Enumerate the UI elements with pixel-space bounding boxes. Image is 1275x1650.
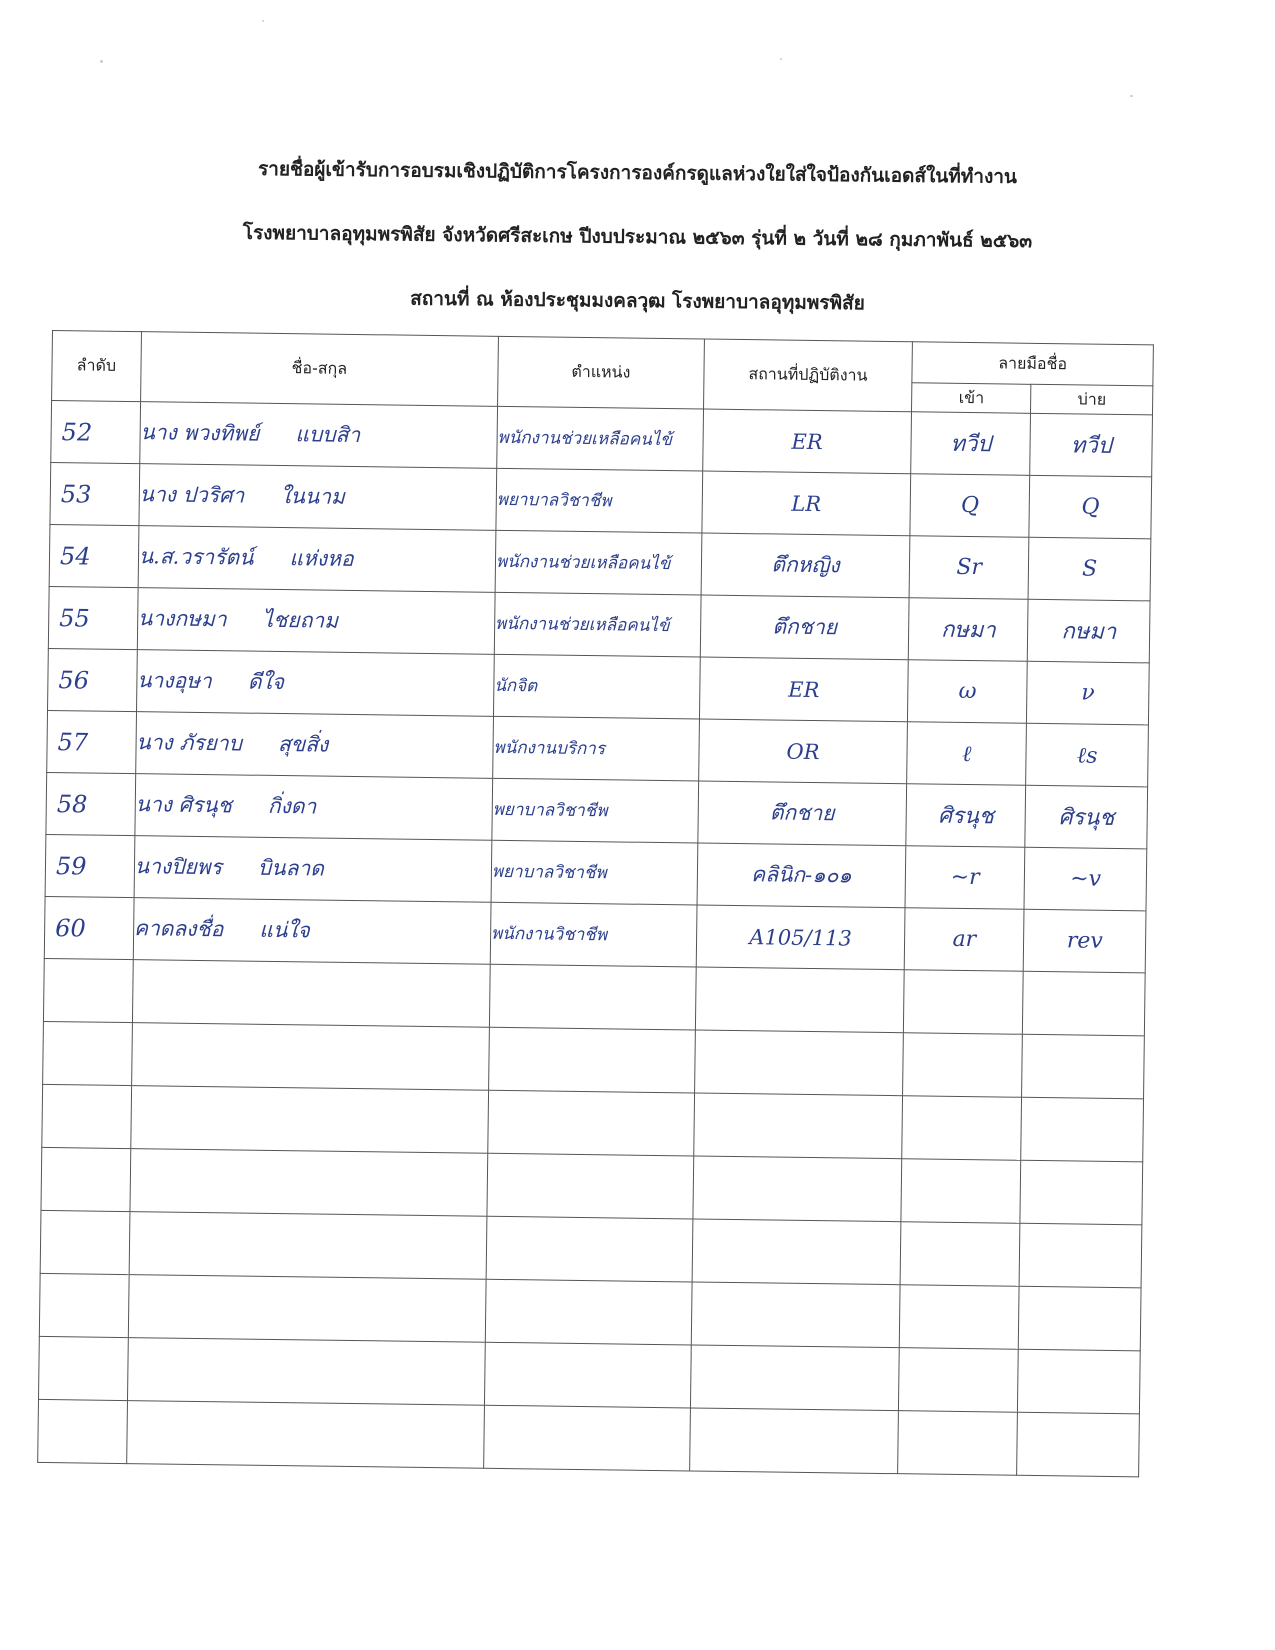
attendee-position: พยาบาลวิชาชีพ (491, 840, 698, 905)
empty-cell (901, 1159, 1021, 1224)
column-header-name: ชื่อ-สกุล (140, 332, 498, 407)
attendee-position: พยาบาลวิชาชีพ (496, 468, 703, 533)
signature-out: ศิรนุช (1025, 785, 1147, 849)
attendee-name (140, 402, 498, 469)
empty-cell (485, 1279, 692, 1345)
column-header-sig-out: บ่าย (1031, 384, 1153, 415)
attendee-last-name: สุขสิ่ง (277, 731, 329, 757)
attendee-position: พนักงานช่วยเหลือคนไข้ (494, 592, 701, 657)
attendee-last-name: แห่งหอ (289, 546, 354, 571)
empty-cell (40, 1210, 130, 1274)
empty-cell (484, 1342, 691, 1408)
signature-in: ~r (905, 846, 1025, 910)
row-number: 56 (48, 648, 138, 711)
attendee-last-name: ไชยถาม (262, 607, 339, 633)
attendee-last-name: ในนาม (280, 484, 345, 509)
empty-cell (41, 1147, 131, 1211)
attendee-first-name: นาง ศิรนุช (135, 792, 232, 818)
attendee-first-name: นางปิยพร (134, 854, 223, 880)
column-header-position: ตำแหน่ง (497, 336, 704, 409)
attendee-workplace: OR (699, 719, 908, 784)
attendee-last-name: กิ่งดา (267, 793, 317, 819)
empty-cell (1019, 1286, 1141, 1351)
attendee-position: พนักงานช่วยเหลือคนไข้ (495, 530, 702, 595)
empty-cell (898, 1348, 1018, 1413)
empty-cell (1020, 1223, 1142, 1288)
empty-cell (131, 1086, 489, 1154)
signature-in: ศิรนุช (906, 784, 1026, 848)
column-header-no: ลำดับ (52, 331, 142, 402)
signature-out: ทวีป (1030, 413, 1152, 477)
attendee-workplace: ตึกชาย (700, 595, 909, 660)
attendee-position: พนักงานบริการ (493, 716, 700, 781)
attendance-sheet (37, 330, 1154, 1477)
empty-cell (693, 1156, 902, 1222)
row-number: 57 (47, 710, 137, 773)
empty-cell (903, 1033, 1023, 1098)
empty-cell (694, 1093, 903, 1159)
signature-in: ℓ (907, 722, 1027, 786)
empty-cell (127, 1338, 485, 1406)
row-number: 59 (45, 834, 135, 897)
empty-table-row (38, 1399, 1140, 1476)
document-title: รายชื่อผู้เข้ารับการอบรมเชิงปฏิบัติการโครงการองค์กรดูแลห่วงใยใส่ใจป้องกันเอดส์ในที่ทำงาน (257, 158, 1018, 188)
empty-cell (39, 1336, 129, 1400)
empty-cell (903, 970, 1023, 1035)
attendee-first-name: นางอุษา (137, 668, 212, 694)
attendee-first-name: คาดลงชื่อ (133, 916, 224, 942)
attendee-name (136, 650, 494, 717)
attendee-position: พนักงานช่วยเหลือคนไข้ (497, 406, 704, 471)
empty-cell (43, 1021, 133, 1085)
attendee-workplace: A105/113 (696, 905, 905, 970)
attendee-last-name: แบบสิา (295, 422, 361, 448)
signature-out: กษมา (1028, 599, 1150, 663)
attendee-first-name: น.ส.วรารัตน์ (138, 544, 254, 570)
scan-speck (1130, 95, 1133, 97)
signature-out: ~v (1024, 847, 1146, 911)
signature-out: ℓs (1026, 723, 1148, 787)
attendee-workplace: ER (703, 409, 912, 474)
signature-in: ทวีป (911, 412, 1031, 476)
document-venue: สถานที่ ณ ห้องประชุมมงคลวุฒ โรงพยาบาลอุทุมพรพิสัย (410, 287, 865, 315)
empty-cell (1021, 1097, 1143, 1162)
attendee-position: พนักงานวิชาชีพ (490, 902, 697, 967)
row-number: 55 (48, 586, 138, 649)
empty-cell (690, 1408, 899, 1474)
column-header-workplace: สถานที่ปฏิบัติงาน (703, 339, 912, 412)
empty-cell (488, 1090, 695, 1156)
empty-cell (691, 1282, 900, 1348)
attendee-name (133, 898, 491, 965)
empty-cell (129, 1212, 487, 1280)
attendee-name (135, 774, 493, 841)
signature-in: ω (907, 660, 1027, 724)
empty-cell (692, 1219, 901, 1285)
empty-cell (38, 1399, 128, 1463)
empty-cell (43, 958, 133, 1022)
row-number: 52 (51, 401, 141, 464)
signature-in: ar (904, 908, 1024, 972)
attendee-last-name: บินลาด (257, 855, 325, 881)
attendee-first-name: นางกษมา (137, 606, 227, 632)
signature-out: ν (1027, 661, 1149, 725)
attendee-workplace: ER (699, 657, 908, 722)
attendee-workplace: ตึกหญิง (701, 533, 910, 598)
attendee-name (137, 588, 495, 655)
empty-cell (1023, 971, 1145, 1036)
row-number: 60 (44, 896, 134, 959)
scan-speck (780, 58, 782, 60)
empty-cell (1022, 1034, 1144, 1099)
attendance-table (37, 330, 1154, 1477)
attendee-last-name: ดีใจ (247, 669, 285, 695)
empty-cell (130, 1149, 488, 1217)
attendee-position: นักจิต (493, 654, 700, 719)
attendee-first-name: นาง ปวริศา (139, 482, 245, 508)
signature-in: กษมา (908, 598, 1028, 662)
attendee-first-name: นาง พวงทิพย์ (140, 420, 260, 446)
attendee-last-name: แน่ใจ (259, 917, 310, 943)
attendee-workplace: LR (702, 471, 911, 536)
empty-cell (1017, 1412, 1139, 1477)
empty-cell (489, 964, 696, 1030)
attendee-workplace: ตึกชาย (698, 781, 907, 846)
attendee-position: พยาบาลวิชาชีพ (492, 778, 699, 843)
row-number: 58 (46, 772, 136, 835)
empty-cell (694, 1030, 903, 1096)
signature-out: S (1028, 537, 1150, 601)
empty-cell (39, 1273, 129, 1337)
document-subtitle: โรงพยาบาลอุทุมพรพิสัย จังหวัดศรีสะเกษ ปีงบประมาณ ๒๕๖๓ รุ่นที่ ๒ วันที่ ๒๘ กุมภาพันธ์ ๒๕๖๓ (242, 221, 1033, 253)
scan-speck (100, 60, 103, 63)
empty-cell (484, 1405, 691, 1471)
signature-out: Q (1029, 475, 1151, 539)
row-number: 53 (50, 462, 140, 525)
attendee-name (138, 526, 496, 593)
attendee-name (139, 464, 497, 531)
empty-cell (902, 1096, 1022, 1161)
empty-cell (695, 967, 904, 1033)
signature-out: rev (1024, 909, 1146, 973)
empty-cell (1020, 1160, 1142, 1225)
scan-speck (262, 20, 264, 22)
empty-cell (899, 1285, 1019, 1350)
empty-cell (128, 1275, 486, 1343)
attendee-first-name: นาง ภัรยาบ (136, 730, 243, 756)
attendee-name (135, 712, 493, 779)
column-header-sig-in: เข้า (912, 383, 1032, 414)
empty-cell (1018, 1349, 1140, 1414)
signature-in: Sr (909, 536, 1029, 600)
empty-cell (487, 1153, 694, 1219)
empty-cell (42, 1084, 132, 1148)
empty-cell (690, 1345, 899, 1411)
empty-cell (131, 1023, 489, 1091)
empty-cell (486, 1216, 693, 1282)
empty-cell (898, 1411, 1018, 1476)
empty-cell (132, 960, 490, 1028)
row-number: 54 (49, 524, 139, 587)
empty-cell (900, 1222, 1020, 1287)
empty-cell (488, 1027, 695, 1093)
attendee-name (134, 836, 492, 903)
signature-in: Q (910, 474, 1030, 538)
attendee-workplace: คลินิก-๑๐๑ (697, 843, 906, 908)
column-header-signature: ลายมือชื่อ (912, 342, 1153, 386)
empty-cell (126, 1401, 484, 1469)
